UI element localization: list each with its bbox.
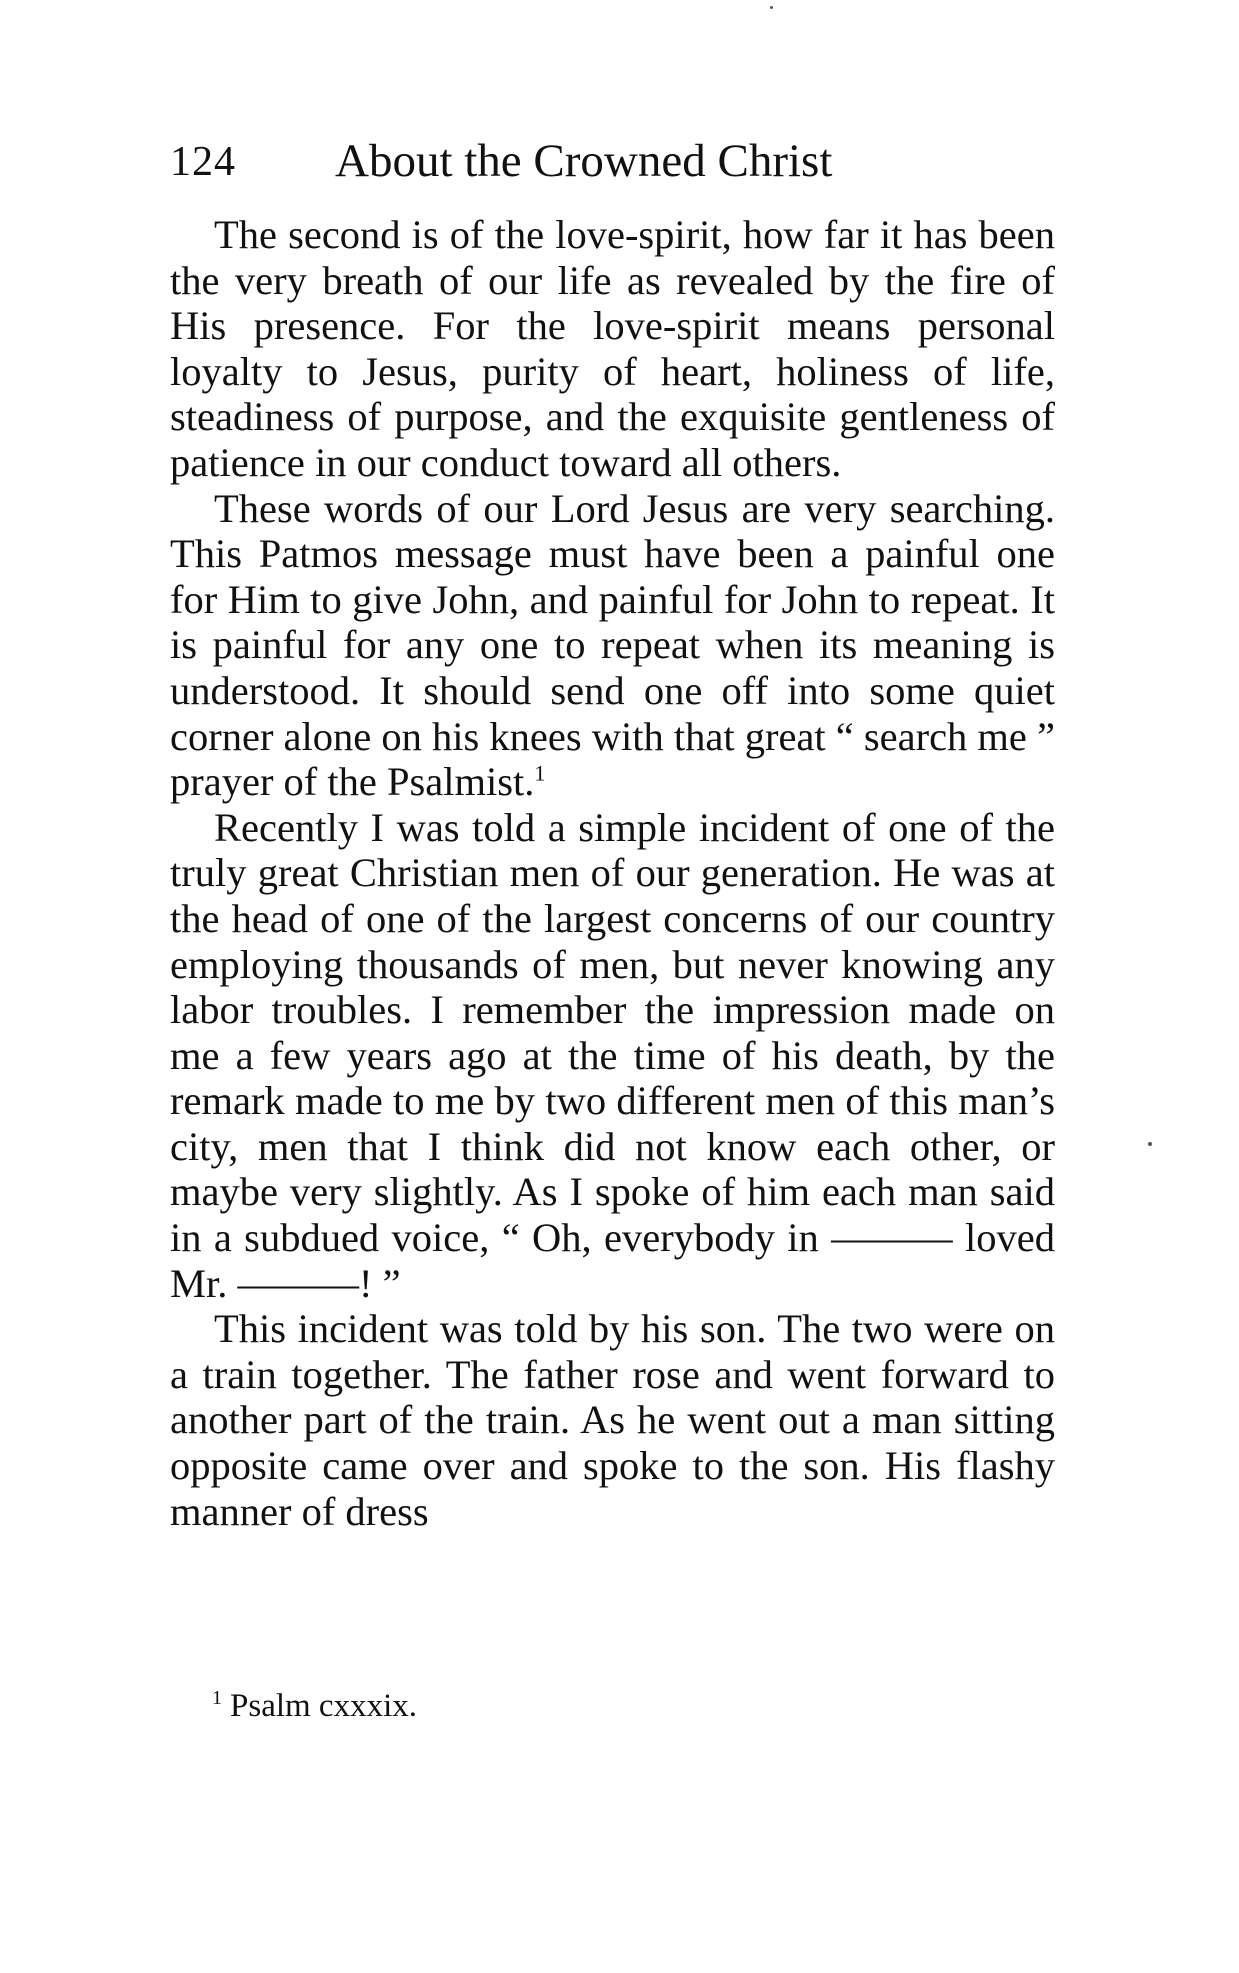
paragraph-text: This incident was told by his son. The two were on a train together. The father rose and went forward to another part of the train. As he went out a man sitting opposite came over and spoke to the son. His flashy manner of dress <box>170 1306 1055 1534</box>
paragraph <box>170 805 1055 1307</box>
paragraph <box>170 486 1055 805</box>
footnote-marker: 1 <box>212 1687 222 1709</box>
footnote-reference[interactable]: 1 <box>534 760 546 786</box>
paragraph <box>170 1306 1055 1534</box>
paragraph-text: These words of our Lord Jesus are very searching. This Patmos message must have been a painful one for Him to give John, and painful for John to repeat. It is painful for any one to repeat when its meaning is understood. It should send one off into some quiet corner alone on his knees with that great “ search me ” prayer of the Psalmist. <box>170 485 1056 805</box>
footnote-text: Psalm cxxxix. <box>230 1688 417 1724</box>
page-header <box>170 135 1070 198</box>
print-speck <box>1148 1142 1152 1146</box>
running-head: About the Crowned Christ <box>335 135 833 187</box>
paragraph-text: Recently I was told a simple incident of one of the truly great Christian men of our generation. He was at the head of one of the largest concerns of our country employing thousands of men, but never knowing any labor troubles. I remember the impression made on me a few years ago at the time of his death, by the remark made to me by two different men of this man’s city, men that I think did not know each other, or maybe very slightly. As I spoke of him each man said in a subdued voice, “ Oh, everybody in ——— loved Mr. ———! ” <box>170 804 1055 1306</box>
footnote <box>212 1688 417 1725</box>
print-speck <box>770 6 773 9</box>
paragraph <box>170 212 1055 486</box>
paragraph-text: The second is of the love-spirit, how far it has been the very breath of our life as revealed by the fire of His presence. For the love-spirit means personal loyalty to Jesus, purity of heart, holiness of life, steadiness of purpose, and the exquisite gentleness of patience in our conduct toward all others. <box>170 212 1055 485</box>
page-number: 124 <box>170 139 236 185</box>
body-text <box>170 212 1055 1534</box>
